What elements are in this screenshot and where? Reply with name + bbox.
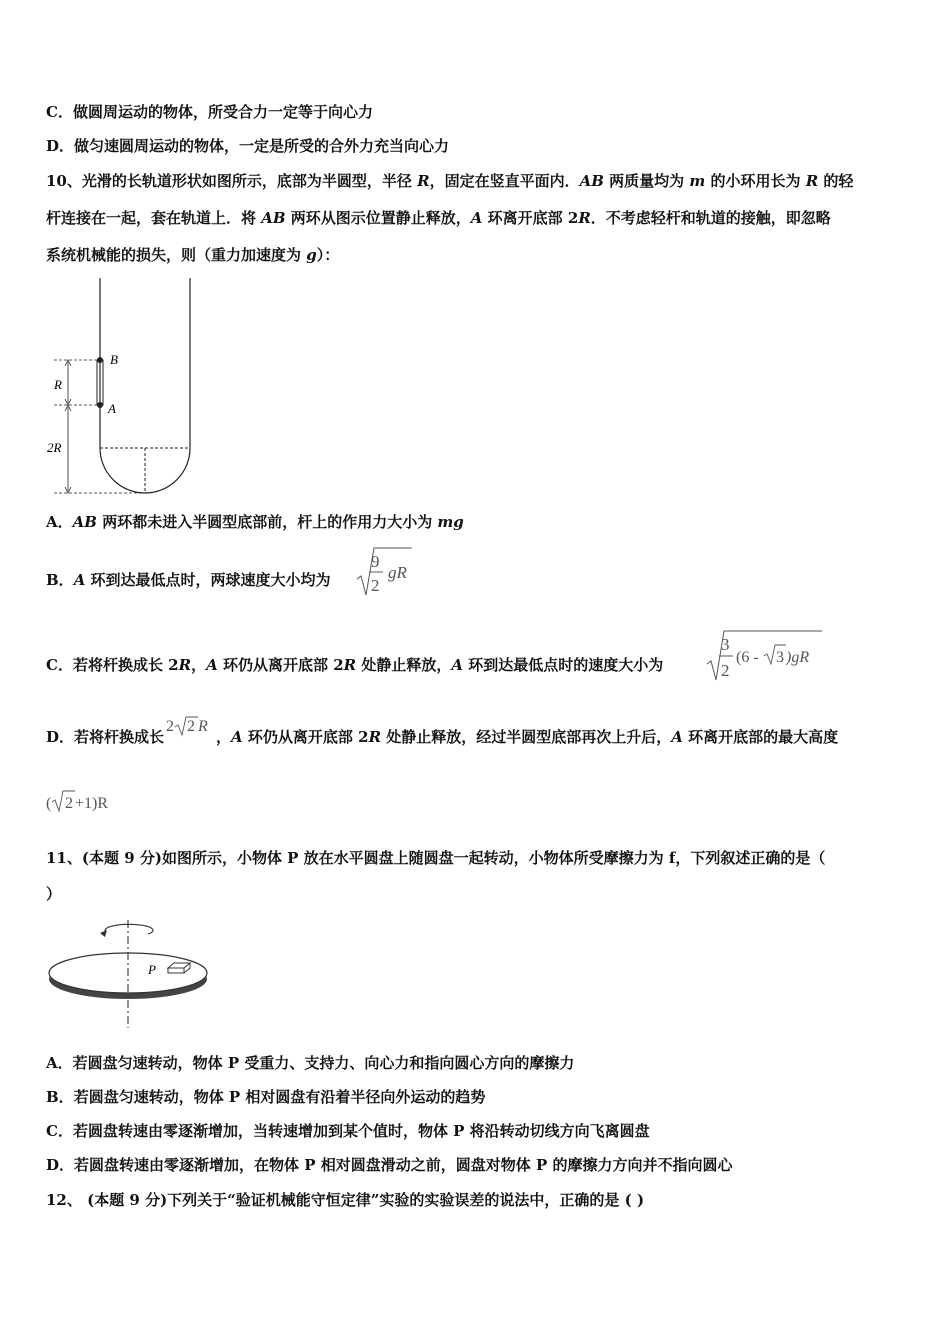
q10-option-b-formula <box>356 545 416 599</box>
svg-text:(: ( <box>46 795 52 812</box>
svg-text:9: 9 <box>371 552 380 571</box>
svg-text:3: 3 <box>721 635 730 654</box>
q10-option-d: D．若将杆换成长 2 2 R ，A 环仍从离开底部 2R 处静止释放，经过半圆型底部再次上升后，A 环离开底部的最大高度 <box>46 718 839 746</box>
rod-length-formula: 2 2 R <box>166 718 208 735</box>
q10-option-c-formula <box>706 628 826 684</box>
svg-text:2: 2 <box>65 795 73 812</box>
label-b: B <box>110 352 118 367</box>
svg-text:)gR: )gR <box>786 649 810 666</box>
svg-text:2: 2 <box>371 576 380 595</box>
label-r: R <box>54 377 62 392</box>
label-2r: 2R <box>47 440 62 455</box>
q11-option-a: A．若圆盘匀速转动，物体 P 受重力、支持力、向心力和指向圆心方向的摩擦力 <box>46 1054 575 1072</box>
svg-text:2: 2 <box>721 661 730 680</box>
q11-option-c: C．若圆盘转速由零逐渐增加，当转速增加到某个值时，物体 P 将沿转动切线方向飞离圆盘 <box>46 1122 650 1140</box>
label-a: A <box>108 401 116 416</box>
q10-option-c: C．若将杆换成长 2R，A 环仍从离开底部 2R 处静止释放，A 环到达最低点时的速度大小为 <box>46 656 664 674</box>
svg-text:+1)R: +1)R <box>75 795 109 812</box>
q11-stem: 11、(本题 9 分)如图所示，小物体 P 放在水平圆盘上随圆盘一起转动，小物体所受摩擦力为 f，下列叙述正确的是（ <box>46 849 826 867</box>
rotation-arrow <box>105 924 153 934</box>
rotation-arrow-head <box>100 930 107 937</box>
q12-stem: 12、 (本题 9 分)下列关于“验证机械能守恒定律”实验的实验误差的说法中，正确的是 ( ) <box>46 1191 645 1209</box>
svg-text:3: 3 <box>776 649 784 666</box>
q10-option-d-answer <box>44 786 134 816</box>
q11-option-b: B．若圆盘匀速转动，物体 P 相对圆盘有沿着半径向外运动的趋势 <box>46 1088 486 1106</box>
svg-text:gR: gR <box>388 563 407 582</box>
q11-stem-end: ） <box>46 885 62 903</box>
label-p: P <box>148 962 156 977</box>
q10-stem-line1: 10、光滑的长轨道形状如图所示，底部为半圆型，半径 R，固定在竖直平面内．AB 两质量均为 m 的小环用长为 R 的轻 <box>46 172 854 190</box>
ring-b <box>97 357 103 363</box>
q11-option-d: D．若圆盘转速由零逐渐增加，在物体 P 相对圆盘滑动之前，圆盘对物体 P 的摩擦力方向并不指向圆心 <box>46 1156 733 1174</box>
q11-disk-figure <box>44 918 214 1030</box>
q10-stem-line3: 系统机械能的损失，则（重力加速度为 g）： <box>46 246 340 264</box>
q9-option-d: D．做匀速圆周运动的物体，一定是所受的合外力充当向心力 <box>46 137 450 155</box>
ring-a <box>97 402 103 408</box>
q10-track-figure <box>40 276 200 500</box>
q10-option-a: A．AB 两环都未进入半圆型底部前，杆上的作用力大小为 mg <box>46 513 464 531</box>
q9-option-c: C．做圆周运动的物体，所受合力一定等于向心力 <box>46 103 373 121</box>
q10-stem-line2: 杆连接在一起，套在轨道上．将 AB 两环从图示位置静止释放，A 环离开底部 2R．不考虑轻杆和轨道的接触，即忽略 <box>46 209 831 227</box>
q10-option-b: B．A 环到达最低点时，两球速度大小均为 <box>46 571 331 589</box>
svg-text:(6 -: (6 - <box>736 649 759 666</box>
